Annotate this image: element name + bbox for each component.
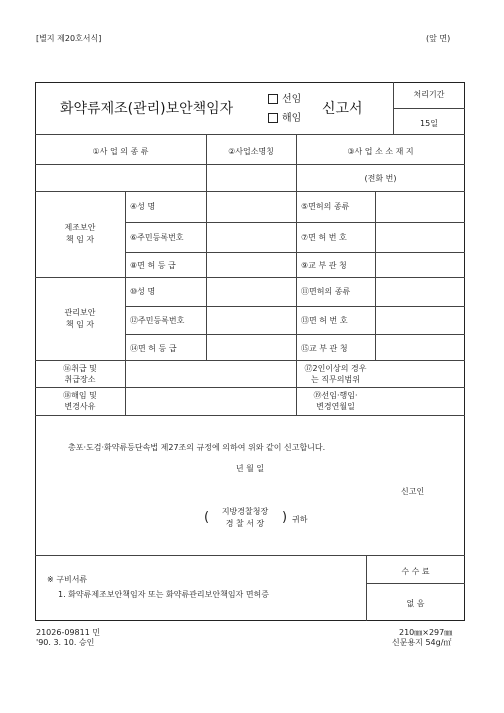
recipient-agency-2: 경 찰 서 장 xyxy=(225,519,265,528)
change-date-label-1: ⑲선임·행임· xyxy=(313,391,358,400)
processing-period-value: 15일 xyxy=(420,119,438,128)
dismissal-reason-label-2: 변경사유 xyxy=(64,402,96,411)
recipient-agency-1: 지방경찰청장 xyxy=(221,507,269,516)
form-number: [별지 제20호서식] xyxy=(36,34,102,43)
checkbox-dismiss[interactable] xyxy=(268,113,278,123)
mgmt-grade-label: ⑭면 허 등 급 xyxy=(130,344,177,353)
footer-approval: '90. 3. 10. 승인 xyxy=(36,638,95,647)
mfg-issuer-label: ⑨교 부 관 청 xyxy=(301,261,347,270)
declaration-text: 총포·도검·화약류등단속법 제27조의 규정에 의하여 위와 같이 신고합니다. xyxy=(68,443,326,452)
declaration-date[interactable]: 년 월 일 xyxy=(235,464,265,473)
business-phone-field[interactable]: (전화 번) xyxy=(364,174,397,183)
business-name-header: ②사업소명칭 xyxy=(228,147,274,156)
change-date-label xyxy=(296,390,375,412)
handling-label xyxy=(35,363,125,385)
duty-scope-label xyxy=(296,363,375,385)
footer-paper-type: 신문용지 54g/㎡ xyxy=(392,638,452,647)
mfg-officer-label xyxy=(35,222,125,246)
option-dismiss[interactable] xyxy=(268,109,301,124)
mgmt-officer-label-1: 관리보안 xyxy=(64,308,96,317)
required-docs-item: 1. 화약류제조보안책임자 또는 화약류관리보안책임자 면허증 xyxy=(58,590,270,599)
open-paren: ( xyxy=(204,510,210,525)
dismissal-reason-label-1: ⑱해임 및 xyxy=(63,391,97,400)
honorific-suffix: 귀하 xyxy=(292,515,308,524)
form-title: 화약류제조(관리)보안책임자 xyxy=(60,101,234,117)
recipient-agency xyxy=(210,506,280,530)
business-type-header: ①사 업 의 종 류 xyxy=(92,147,149,156)
fee-value: 없 음 xyxy=(406,599,425,608)
mfg-name-label: ④성 명 xyxy=(130,202,156,211)
mgmt-issuer-label: ⑮교 부 관 청 xyxy=(301,344,348,353)
mgmt-name-label: ⑩성 명 xyxy=(130,287,156,296)
fee-label: 수 수 료 xyxy=(401,567,430,576)
processing-period-label: 처리기간 xyxy=(413,90,445,99)
mfg-license-type-label: ⑤면허의 종류 xyxy=(301,202,350,211)
mfg-officer-label-1: 제조보안 xyxy=(64,223,96,232)
option-appoint[interactable] xyxy=(268,90,301,105)
mgmt-officer-label xyxy=(35,307,125,331)
mgmt-license-type-label: ⑪면허의 종류 xyxy=(301,287,351,296)
business-name-field[interactable] xyxy=(206,164,296,191)
handling-label-1: ⑯취급 및 xyxy=(63,364,97,373)
business-address-header: ③사 업 소 소 재 지 xyxy=(347,147,414,156)
close-paren: ) xyxy=(282,510,288,525)
footer-paper-size: 210㎜×297㎜ xyxy=(399,628,453,637)
business-type-field[interactable] xyxy=(35,164,206,191)
footer-code: 21026-09811 민 xyxy=(36,628,101,637)
form-title-tail: 신고서 xyxy=(322,101,363,117)
page-side-label: (앞 면) xyxy=(426,34,451,43)
required-docs-title: ※ 구비서류 xyxy=(47,575,88,584)
mgmt-officer-label-2: 책 임 자 xyxy=(65,320,95,329)
form-frame xyxy=(35,82,465,621)
handling-label-2: 취급장소 xyxy=(64,375,96,384)
mfg-grade-label: ⑧면 허 등 급 xyxy=(130,261,176,270)
change-date-label-2: 변경연월일 xyxy=(316,402,355,411)
mgmt-license-no-label: ⑬면 허 번 호 xyxy=(301,316,348,325)
checkbox-appoint[interactable] xyxy=(268,94,278,104)
mfg-officer-label-2: 책 임 자 xyxy=(65,235,95,244)
mfg-id-label: ⑥주민등록번호 xyxy=(130,233,184,242)
reporter-label: 신고인 xyxy=(401,487,425,496)
option-appoint-label: 선임 xyxy=(282,94,302,105)
duty-scope-label-2: 는 직무의범위 xyxy=(311,375,360,384)
duty-scope-label-1: ⑰2인이상의 경우 xyxy=(304,364,367,373)
option-dismiss-label: 해임 xyxy=(282,113,302,124)
dismissal-reason-label xyxy=(35,390,125,412)
mgmt-id-label: ⑫주민등록번호 xyxy=(130,316,185,325)
mfg-license-no-label: ⑦면 허 번 호 xyxy=(301,233,347,242)
